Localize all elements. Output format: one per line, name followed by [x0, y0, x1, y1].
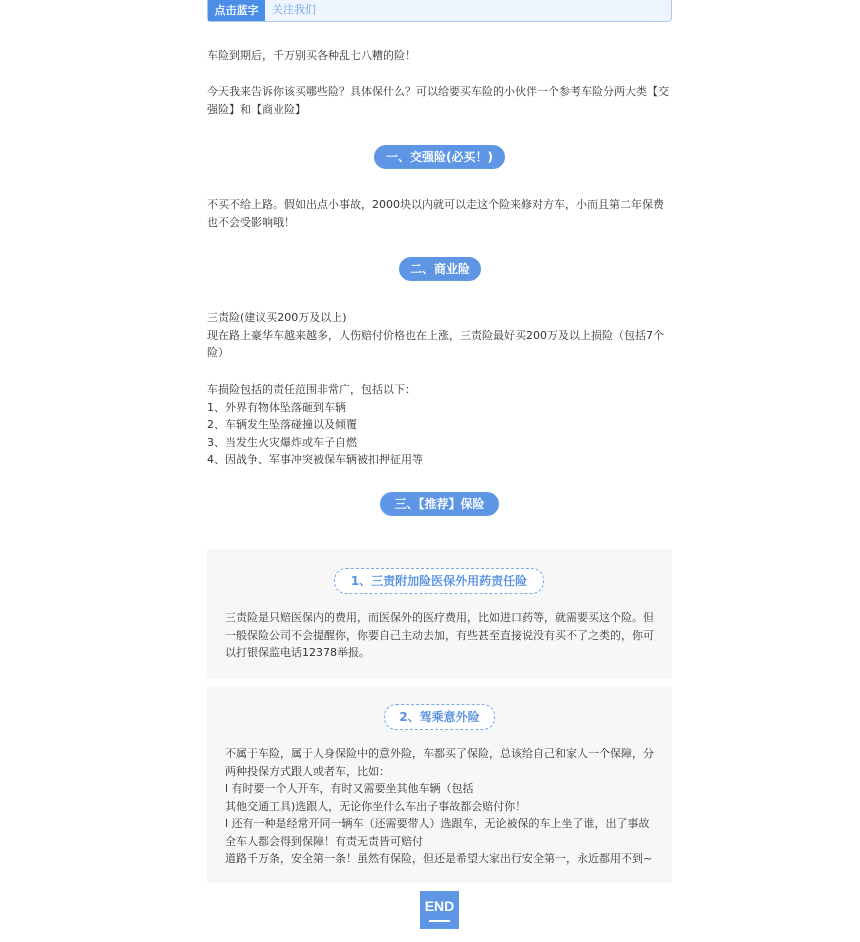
recommend-card-1: [207, 549, 672, 679]
card2-body: 不属于车险，属于人身保险中的意外险，车都买了保险，总该给自己和家人一个保障，分两种投保方式跟人或者车，比如： l 有时要一个人开车，有时又需要坐其他车辆（包括 其他交通工具)选跟人，无论你坐什么车出子事故都会赔付你！ l 还有一种是经常开同一辆车（还需要带人）选跟车，无论被保的车上坐了谁，出了事故全车人都会得到保障！有责无责皆可赔付 道路千万条，安全第一条！虽然有保险，但还是希望大家出行安全第一，永近都用不到~: [225, 747, 654, 865]
section3-title: 三、【推荐】保险: [380, 492, 499, 516]
section2-para1: 三责险(建议买200万及以上) 现在路上豪华车越来越多，人伤赔付价格也在上涨，三责险最好买200万及以上损险（包括7个险）: [207, 311, 664, 359]
end-text: END: [424, 898, 455, 914]
card2-title: 2、驾乘意外险: [384, 704, 495, 730]
section1-title: 一、交强险(必买！): [374, 145, 505, 169]
section1-body: 不买不给上路。假如出点小事故，2000块以内就可以走这个险来修对方车，小而且第二年保费也不会受影响哦！: [207, 198, 664, 229]
follow-text[interactable]: 关注我们: [272, 3, 316, 16]
recommend-card-2: [207, 686, 672, 883]
end-badge: [420, 891, 459, 929]
intro-paragraph: 今天我来告诉你该买哪些险？具体保什么？可以给要买车险的小伙伴一个参考车险分两大类【交强险】和【商业险】: [207, 85, 669, 116]
intro-line: 车险到期后，千万别买各种乱七八糟的险！: [207, 49, 416, 62]
end-underline: [429, 920, 450, 922]
section2-title: 二、商业险: [399, 257, 481, 281]
card1-title: 1、三责附加险医保外用药责任险: [334, 568, 544, 594]
follow-banner[interactable]: [207, 0, 672, 22]
section2-para2: 车损险包括的责任范围非常广，包括以下： 1、外界有物体坠落砸到车辆 2、车辆发生坠落碰撞以及倾覆 3、当发生火灾爆炸或车子自燃 4、因战争、军事冲突被保车辆被扣押征用等: [207, 383, 423, 466]
card1-body: 三责险是只赔医保内的费用，而医保外的医疗费用，比如进口药等，就需要买这个险。但一般保险公司不会提醒你，你要自己主动去加，有些甚至直接说没有买不了之类的，你可以打银保监电话12378举报。: [225, 611, 654, 659]
follow-tag[interactable]: 点击蓝字: [208, 0, 265, 21]
